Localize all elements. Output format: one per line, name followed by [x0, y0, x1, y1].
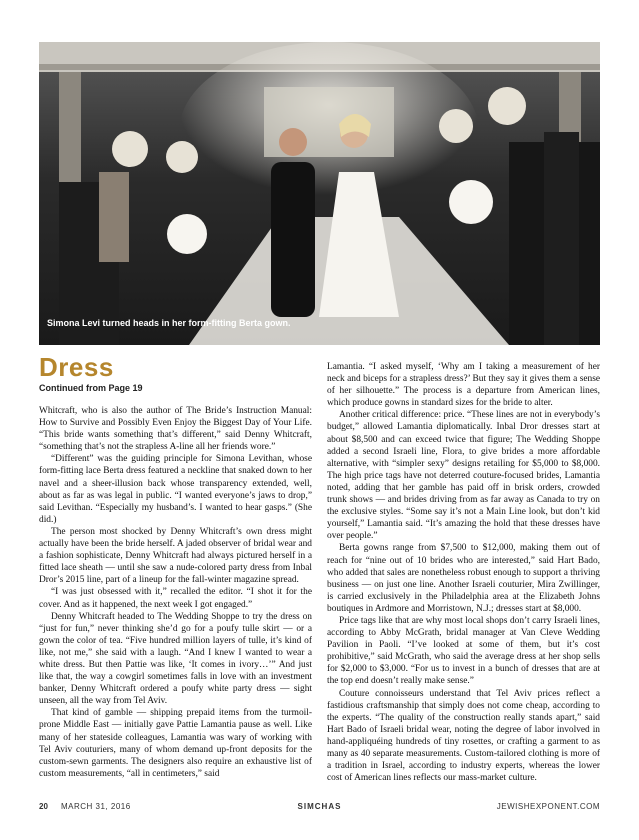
article-column-left [39, 405, 312, 780]
article-column-right [327, 361, 600, 784]
wedding-photo [39, 42, 600, 345]
paragraph: The person most shocked by Denny Whitcraft’s own dress might actually have been the bride herself. A jaded observer of bridal wear and a fashion sophisticate, Denny Whitcraft had always pictured herself in a fitted lace sheath — until she saw a nude-colored party dress from Inbal Dror’s 2015 line, part of a lineup for the fall-winter magazine spread. [39, 526, 312, 586]
paragraph: That kind of gamble — shipping prepaid items from the turmoil-prone Middle East — initially gave Pattie Lamantia pause as well. Like many of her stateside colleagues, Lamantia was wary of working with Tel Aviv couturiers, many of whom demand up-front deposits for the custom-sewn garments. The designers also require an exhaustive list of custom measurements, “all in centimeters,” said [39, 708, 312, 779]
photo-illustration [39, 42, 600, 345]
paragraph: Lamantia. “I asked myself, ‘Why am I taking a measurement of her neck and biceps for a strapless dress?’ But they say it gives them a sense of her silhouette.” The process is a departure from American lines, which produce gowns in standard sizes for the bride to alter. [327, 362, 600, 409]
publication-name: SIMCHAS [297, 802, 342, 811]
page-number: 20 [39, 802, 48, 811]
paragraph: Berta gowns range from $7,500 to $12,000, making them out of reach for “nine out of 10 brides who are interested,” said Hart Bado, who added that sales are nonetheless robust enough to support a thriving business — on just one line. Another Israeli couturier, Mira Zwillinger, is carried exclusively in the Philadelphia area at the Elizabeth Johns boutiques in Ardmore and Morristown, N.J.; dresses start at $8,000. [327, 543, 600, 614]
paragraph: Price tags like that are why most local shops don’t carry Israeli lines, according to Abby McGrath, bridal manager at Van Cleve Wedding Pavilion in Paoli. “I’ve looked at some of them, but it’s cost prohibitive,” said McGrath, who said the average dress at her shop sells for $2,000 to $3,000. “For us to invest in a bunch of dresses that are at the top end doesn’t really make sense.” [327, 615, 600, 687]
page-footer [39, 802, 600, 814]
photo-caption: Simona Levi turned heads in her form-fitting Berta gown. [47, 318, 291, 328]
article-headline: Dress [39, 352, 114, 382]
paragraph: Denny Whitcraft headed to The Wedding Shoppe to try the dress on “just for fun,” never thinking she’d go for a poufy tulle skirt — or a gown the color of tea. “Five hundred million layers of tulle, it’s kind of like, not me,” she said with a laugh. “And I knew I wanted to wear a white dress. But then Pattie was like, ‘It comes in ivory…’” And just like that, the way a cowgirl sometimes falls in love with an investment banker, Denny Whitcraft ordered a poufy white party dress — sight unseen, all the way from Tel Aviv. [39, 611, 312, 707]
issue-date: MARCH 31, 2016 [61, 802, 131, 811]
paragraph: Whitcraft, who is also the author of The Bride’s Instruction Manual: How to Survive and Possibly Even Enjoy the Biggest Day of Your Life. “This bride wants something that’s different,” said Denny Whitcraft, “something that’s not the strapless A-line all her friends wore.” [39, 406, 312, 453]
paragraph: “Different” was the guiding principle for Simona Levithan, whose form-fitting lace Berta dress featured a neckline that snaked down to her navel and a sheer-illusion back whose transparency extended, well, about as far as was legal in public. “I wanted everyone’s jaws to drop,” said Levithan. “Especially my husband’s. I wanted to hear gasps.” (She did.) [39, 454, 312, 525]
website-link[interactable]: JEWISHEXPONENT.COM [496, 802, 600, 811]
paragraph: Couture connoisseurs understand that Tel Aviv prices reflect a fastidious craftsmanship that simply does not come cheap, according to the experts. “The quality of the construction really stands apart,” said Hart Bado of Israeli bridal wear, noting the degree of labor involved in hand-appliquéing hundreds of tiny rosettes, or crafting a garment to as many as 40 separate measurements. Custom-tailored clothing is more of a tradition in Israel, according to industry experts, whereas the lower cost of American lines reflects our mass-market culture. [327, 688, 600, 784]
paragraph: Another critical difference: price. “These lines are not in everybody’s budget,” allowed Lamantia diplomatically. Inbal Dror dresses start at about $8,500 and can exceed twice that figure; The Wedding Shoppe added a second Israeli line, Flora, to give brides a more affordable alternative, with “simpler sexy” designs retailing for $5,000 to $8,000. The high price tags have not deterred couture-focused brides, Lamantia noted, adding that her gamble has paid off in brisk orders, crowded trunk shows — and brides driving from as far away as Canada to try on the exclusive styles. “Some say it’s not a Main Line look, but don’t kid yourself,” Lamantia said. “It’s amazing the hold that these dresses have over people.” [327, 410, 600, 542]
paragraph: “I was just obsessed with it,” recalled the editor. “I shot it for the cover. And as it happened, the next week I got engaged.” [39, 587, 312, 610]
continued-from-label: Continued from Page 19 [39, 383, 143, 393]
